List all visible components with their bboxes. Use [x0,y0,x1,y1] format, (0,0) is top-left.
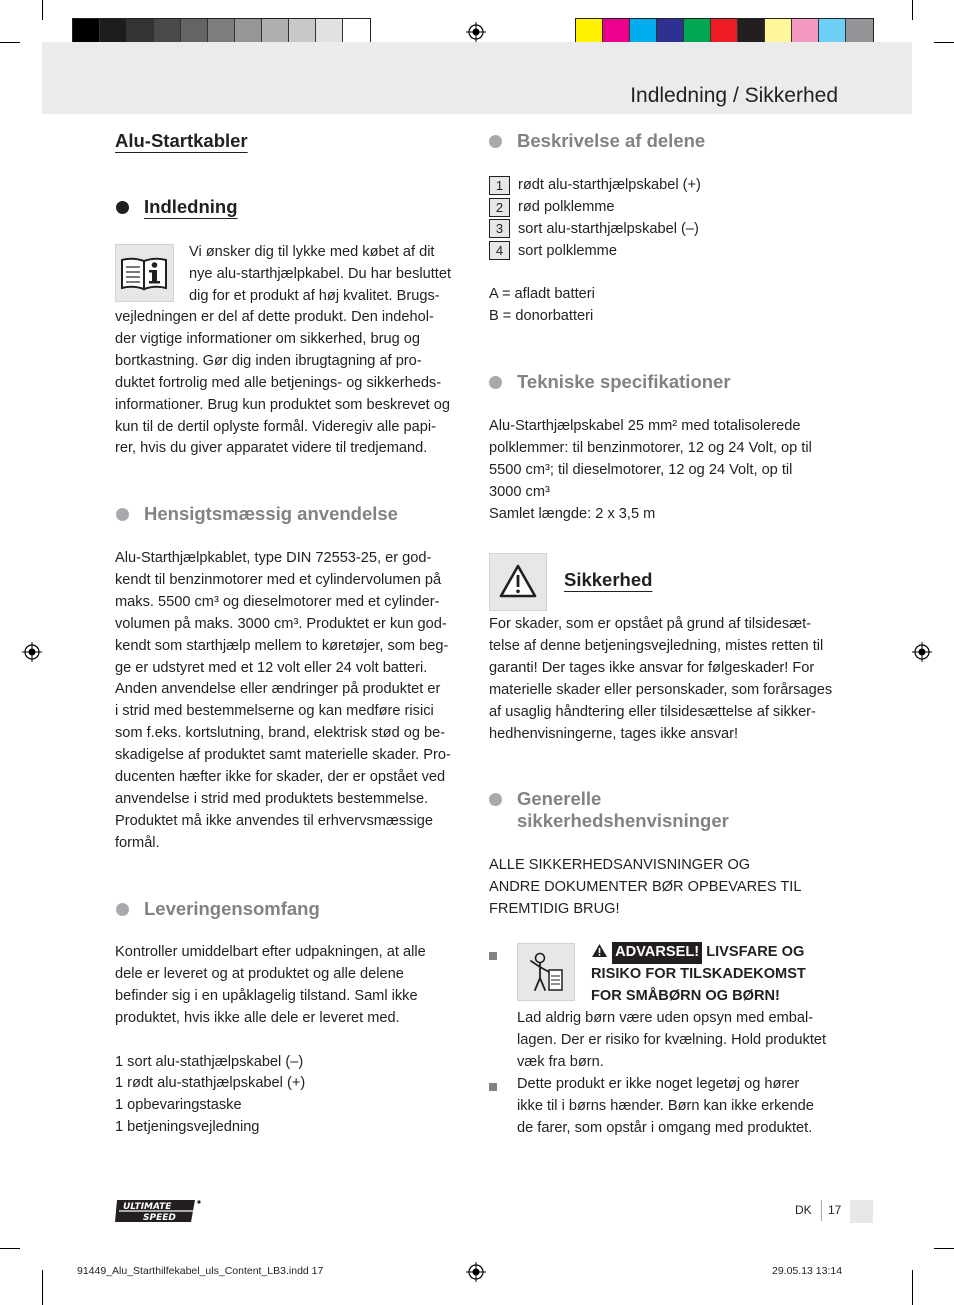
specs-heading: Tekniske specifikationer [517,371,731,392]
crop-mark [42,1270,43,1305]
text-line: ge er udstyret med et 12 volt eller 24 volt batteri. [115,659,428,676]
part-label: rød polklemme [518,198,615,215]
list-item: 1 sort alu-stathjælpskabel (–) [115,1053,304,1070]
child-warning-icon [517,943,575,1001]
crop-mark [912,1270,913,1305]
heading-bullet [489,135,502,148]
list-item [489,241,849,263]
footer-language: DK [795,1203,812,1217]
text-line: væk fra børn. [517,1053,604,1070]
text-line: rer, hvis du giver apparatet videre til tredjemand. [115,440,428,457]
text-line: de farer, som opstår i omgang med produktet. [517,1119,813,1136]
text-line: ducenten hæfter ikke for skader, der er opstået ved [115,769,446,786]
list-item: 1 opbevaringstaske [115,1097,242,1114]
registration-mark-icon [466,1262,486,1282]
spacer [489,263,849,285]
text-line: produktet, hvis ikke alle dele er leveret med. [115,1009,400,1026]
warning-first-line [591,942,861,964]
bullet1-text [517,1008,857,1074]
text-line: FREMTIDIG BRUG! [489,900,620,917]
text-line: informationer. Brug kun produktet som beskrevet og [115,396,451,413]
text-line: Dette produkt er ikke noget legetøj og hører [517,1076,800,1092]
text-line: af usaglig håndtering eller tilsidesættelse af sikker- [489,703,816,720]
crop-mark [0,1248,20,1249]
text-line: maks. 5500 cm³ og dieselmotorer med et cylinder- [115,593,440,610]
crop-mark [912,0,913,20]
crop-mark [0,42,20,43]
slug-date: 29.05.13 13:14 [772,1265,843,1277]
specs-text [489,416,849,526]
text-line: skadigelse af produktet samt materielle skader. Pro- [115,747,451,764]
heading-bullet [489,376,502,389]
list-item [489,219,849,241]
intro-text-wrapped [189,242,469,308]
text-line: nye alu-starthjælpkabel. Du har besluttet [189,265,452,282]
logo-line2: SPEED [143,1213,176,1223]
intended-use-text [115,548,475,855]
text-line: befinder sig i en upåklagelig tilstand. Saml ikke [115,987,418,1004]
text-line: som f.eks. kortslutning, brand, elektrisk stød og be- [115,725,446,742]
text-line: kendt som starthjælp mellem to køretøjer, som beg- [115,637,449,654]
page-number: 17 [828,1203,842,1217]
list-bullet [489,1083,497,1091]
text-line: volumen på maks. 3000 cm³. Produktet er kun god- [115,615,447,632]
text-line: Samlet længde: 2 x 3,5 m [489,505,656,522]
spacer [115,1030,475,1052]
list-item: 1 betjeningsvejledning [115,1119,260,1136]
text-line: lagen. Der er risiko for kvælning. Hold produktet [517,1031,827,1048]
text-line: polklemmer: til benzinmotorer, 12 og 24 Volt, op til [489,439,812,456]
info-icon [115,244,174,302]
product-title: Alu-Startkabler [115,130,248,151]
text-line: Kontroller umiddelbart efter udpakningen, at alle [115,944,426,960]
text-line: materielle skader eller personskader, som forårsages [489,681,833,698]
warning-triangle-icon [489,553,547,611]
text-line: garanti! Der tages ikke ansvar for følgeskader! For [489,659,815,676]
heading-bullet [116,201,129,214]
parts-list [489,175,849,328]
part-number: 3 [489,219,510,238]
general-caps-text [489,855,849,921]
list-item [489,197,849,219]
intro-text [115,307,475,460]
list-bullet [489,952,497,960]
text-line: i strid med bestemmelserne og kan medføre risici [115,703,434,720]
text-line: RISIKO FOR TILSKADEKOMST [591,965,806,982]
text-line: LIVSFARE OG [706,944,805,960]
parts-heading: Beskrivelse af delene [517,130,706,151]
text-line: 3000 cm³ [489,483,550,500]
list-item [489,175,849,197]
warning-label: ADVARSEL! [612,942,702,964]
page-tab-marker [850,1200,873,1223]
list-item: 1 rødt alu-stathjælpskabel (+) [115,1075,306,1092]
general-heading [517,788,729,832]
page-title: Indledning / Sikkerhed [630,84,838,107]
text-line: FOR SMÅBØRN OG BØRN! [591,987,780,1004]
heading-line: sikkerhedshenvisninger [517,810,729,831]
registration-mark-icon [22,642,42,662]
text-line: For skader, som er opstået på grund af tilsidesæt- [489,616,812,632]
crop-mark [934,42,954,43]
logo-line1: ULTIMATE [123,1202,172,1212]
brand-logo [115,1197,203,1225]
text-line: Lad aldrig børn være uden opsyn med embal- [517,1010,814,1026]
text-line: telse af denne betjeningsvejledning, mistes retten til [489,637,824,654]
registration-mark-icon [466,22,486,42]
text-line: Anden anvendelse eller ændringer på produktet er [115,681,441,698]
warning-triangle-icon [591,943,608,958]
part-number: 2 [489,198,510,217]
legend-item: A = afladt batteri [489,286,595,303]
scope-text [115,942,475,1139]
heading-bullet [116,508,129,521]
intended-use-heading: Hensigtsmæssig anvendelse [144,503,398,524]
text-line: hedhenvisningerne, tages ikke ansvar! [489,725,739,742]
text-line: dele er leveret og at produktet og alle delene [115,965,404,982]
text-line: 5500 cm³; til dieselmotorer, 12 og 24 Volt, op til [489,461,793,478]
text-line: duktet fortrolig med alle betjenings- og sikkerheds- [115,374,442,391]
part-label: rødt alu-starthjælpskabel (+) [518,177,701,193]
text-line: dig for et produkt af høj kvalitet. Brugs- [189,287,440,304]
safety-text [489,614,849,745]
text-line: der vigtige informationer om sikkerhed, brug og [115,330,421,347]
text-line: ANDRE DOKUMENTER BØR OPBEVARES TIL [489,878,802,895]
bullet2-text [517,1074,857,1140]
warning-text [591,942,861,1008]
text-line: formål. [115,834,160,851]
crop-mark [934,1248,954,1249]
text-line: bortkastning. Gør dig inden ibrugtagning af pro- [115,352,422,369]
part-number: 4 [489,241,510,260]
heading-bullet [489,793,502,806]
footer-divider [821,1200,822,1221]
slug-filename: 91449_Alu_Starthilfekabel_uls_Content_LB3.indd 17 [77,1265,324,1277]
part-label: sort polklemme [518,242,617,259]
registration-mark-icon [912,642,932,662]
text-line: ikke til i børns hænder. Børn kan ikke erkende [517,1097,814,1114]
intro-heading: Indledning [144,196,238,217]
part-number: 1 [489,176,510,195]
part-label: sort alu-starthjælpskabel (–) [518,220,699,237]
text-line: ALLE SIKKERHEDSANVISNINGER OG [489,857,751,873]
legend-item: B = donorbatteri [489,308,594,325]
text-line: kendt til benzinmotorer med et cylindervolumen på [115,571,442,588]
crop-mark [42,0,43,20]
scope-heading: Leveringensomfang [144,898,320,919]
heading-bullet [116,903,129,916]
text-line: kun til de dertil oplyste formål. Videregiv alle papi- [115,418,436,435]
heading-line: Generelle [517,788,602,809]
text-line: anvendelse i strid med produktets bestemmelse. [115,790,429,807]
safety-heading: Sikkerhed [564,569,653,590]
text-line: vejledningen er del af dette produkt. Den indehol- [115,309,434,325]
text-line: Vi ønsker dig til lykke med købet af dit [189,244,435,260]
text-line: Alu-Starthjælpskabel 25 mm² med totalisolerede [489,418,801,434]
text-line: Alu-Starthjælpkablet, type DIN 72553-25, er god- [115,550,432,566]
text-line: Produktet må ikke anvendes til erhvervsmæssige [115,812,433,829]
